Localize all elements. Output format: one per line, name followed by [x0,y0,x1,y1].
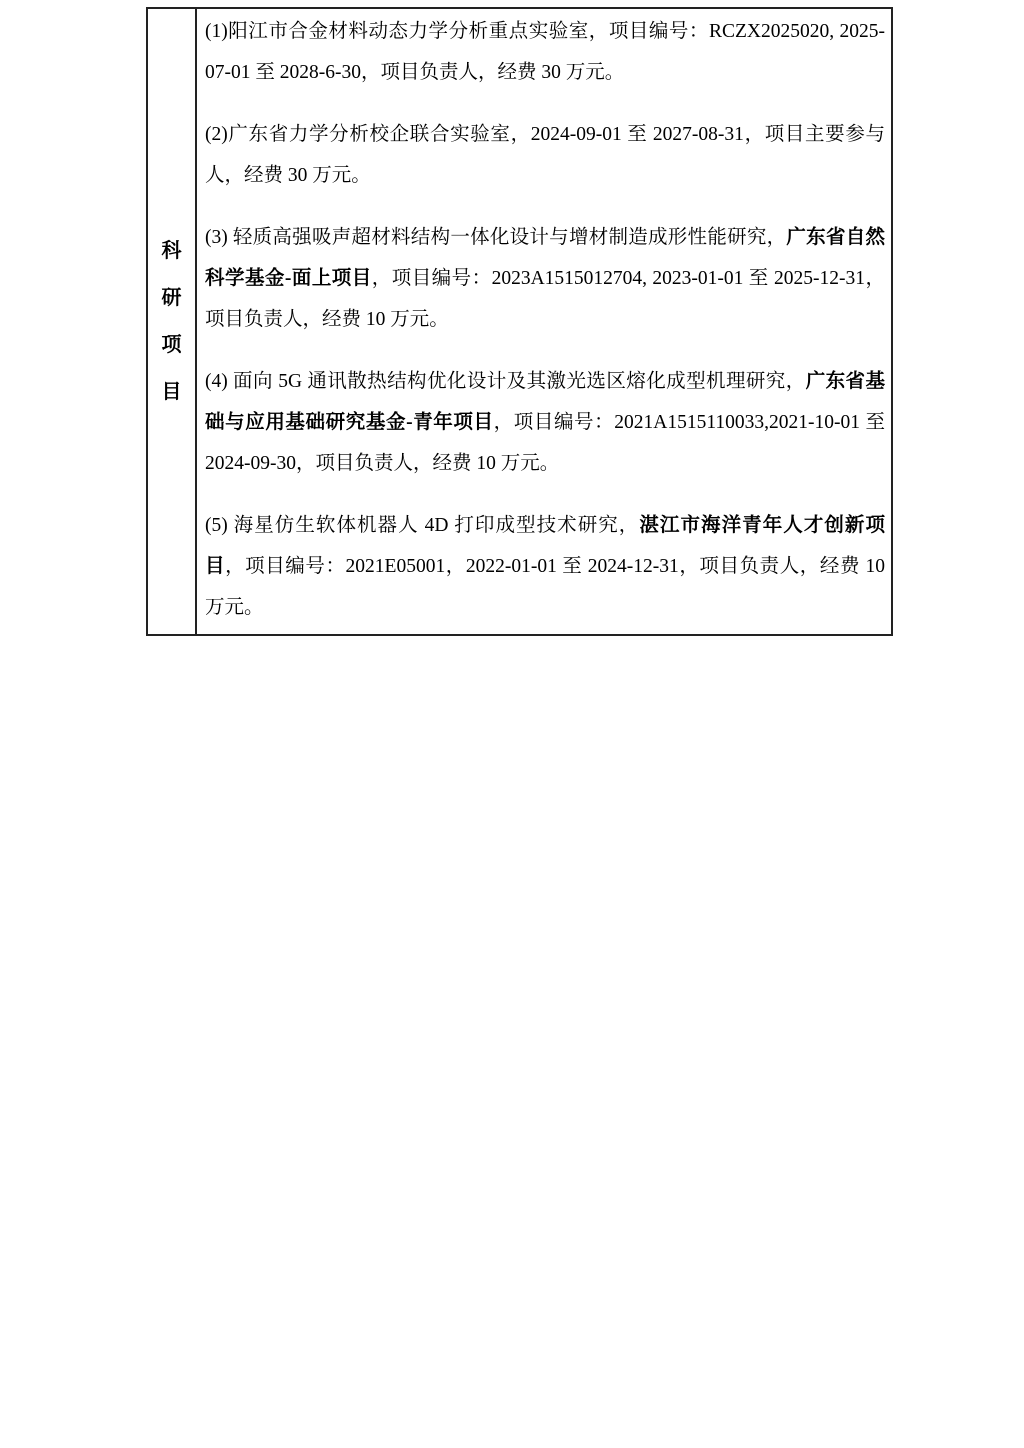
project-item [205,114,885,196]
project-item [205,11,885,93]
research-projects-table [146,7,893,636]
project-text: ，项目编号：2023A1515012704, 2023-01-01 至 2025-12-31，项目负责人，经费 10 万元。 [205,268,885,330]
project-text: (1)阳江市合金材料动态力学分析重点实验室，项目编号：RCZX2025020, 2025-07-01 至 2028-6-30，项目负责人，经费 30 万元。 [205,21,885,83]
project-item [205,505,885,628]
row-label-char: 科 [161,240,182,262]
row-label-char: 项 [161,334,182,356]
project-funding-source: 广东省自然科学基金-面上项目 [205,227,885,289]
project-text: (3) 轻质高强吸声超材料结构一体化设计与增材制造成形性能研究， [205,227,787,248]
project-item [205,217,885,340]
project-text: ，项目编号：2021E05001，2022-01-01 至 2024-12-31，项目负责人，经费 10 万元。 [205,556,885,618]
project-text: ，项目编号：2021A1515110033,2021-10-01 至 2024-09-30，项目负责人，经费 10 万元。 [205,412,885,474]
project-funding-source: 广东省基础与应用基础研究基金-青年项目 [205,371,885,433]
row-label-char: 目 [161,381,182,403]
projects-cell [197,9,891,634]
project-item [205,361,885,484]
project-text: (4) 面向 5G 通讯散热结构优化设计及其激光选区熔化成型机理研究， [205,371,806,392]
project-text: (2)广东省力学分析校企联合实验室，2024-09-01 至 2027-08-31，项目主要参与人，经费 30 万元。 [205,124,885,186]
project-text: (5) 海星仿生软体机器人 4D 打印成型技术研究， [205,515,640,536]
row-label-char: 研 [161,287,182,309]
row-header-cell [148,9,197,634]
project-funding-source: 湛江市海洋青年人才创新项目 [205,515,885,577]
